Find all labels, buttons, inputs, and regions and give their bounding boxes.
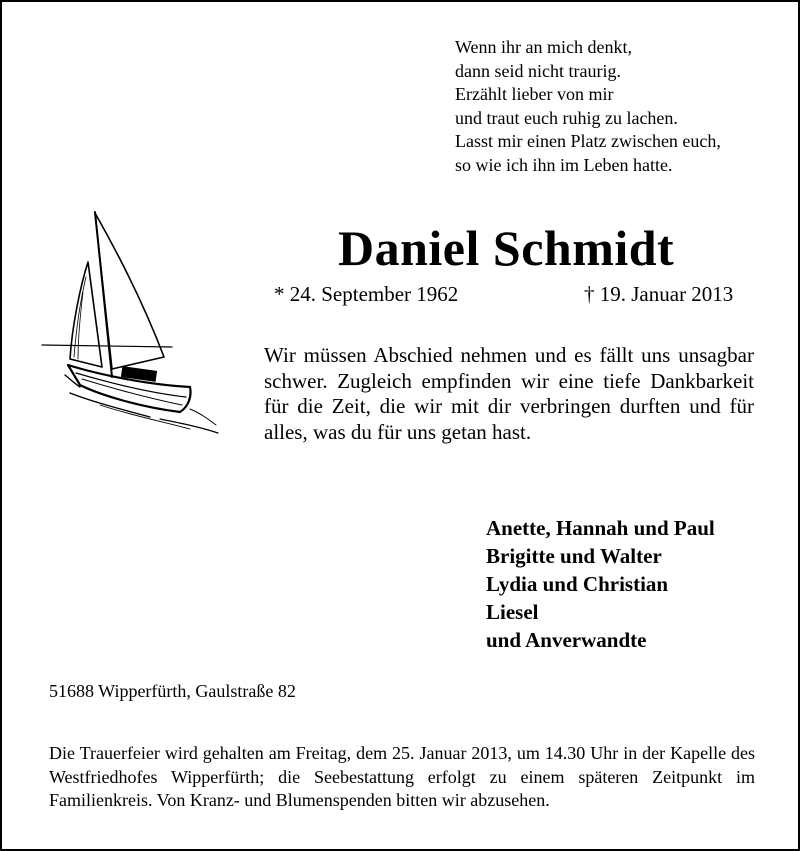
poem-line: dann seid nicht traurig. xyxy=(455,60,621,81)
death-date: † 19. Januar 2013 xyxy=(584,282,734,306)
poem-line: und traut euch ruhig zu lachen. xyxy=(455,107,678,128)
poem-line: Erzählt lieber von mir xyxy=(455,84,614,104)
farewell-text: Wir müssen Abschied nehmen und es fällt uns unsagbar schwer. Zugleich empfinden wir eine tiefe Dankbarkeit für die Zeit, die wir mit dir verbringen durften und für alles, was du für uns getan hast. xyxy=(264,343,754,444)
birth-date: * 24. September 1962 xyxy=(274,282,459,306)
funeral-notice: Die Trauerfeier wird gehalten am Freitag, dem 25. Januar 2013, um 14.30 Uhr in der Kapelle des Westfriedhofes Wipperfürth; die Seebestattung erfolgt zu einem späteren Zeitpunkt im Familienkreis. Von Kranz- und Blumenspenden bitten wir abzusehen. xyxy=(49,743,755,810)
mourners-list xyxy=(486,514,715,654)
mourner-entry: und Anverwandte xyxy=(486,628,647,652)
mourner-entry: Lydia und Christian xyxy=(486,572,669,596)
family-address: 51688 Wipperfürth, Gaulstraße 82 xyxy=(49,681,296,701)
poem-line: so wie ich ihn im Leben hatte. xyxy=(455,154,673,175)
deceased-name: Daniel Schmidt xyxy=(338,220,675,276)
mourner-entry: Brigitte und Walter xyxy=(486,544,662,568)
poem xyxy=(455,36,721,177)
sailboat-icon xyxy=(40,207,222,442)
mourner-entry: Liesel xyxy=(486,600,539,624)
mourner-entry: Anette, Hannah und Paul xyxy=(486,516,715,540)
poem-line: Wenn ihr an mich denkt, xyxy=(455,37,633,57)
poem-line: Lasst mir einen Platz zwischen euch, xyxy=(455,131,721,151)
